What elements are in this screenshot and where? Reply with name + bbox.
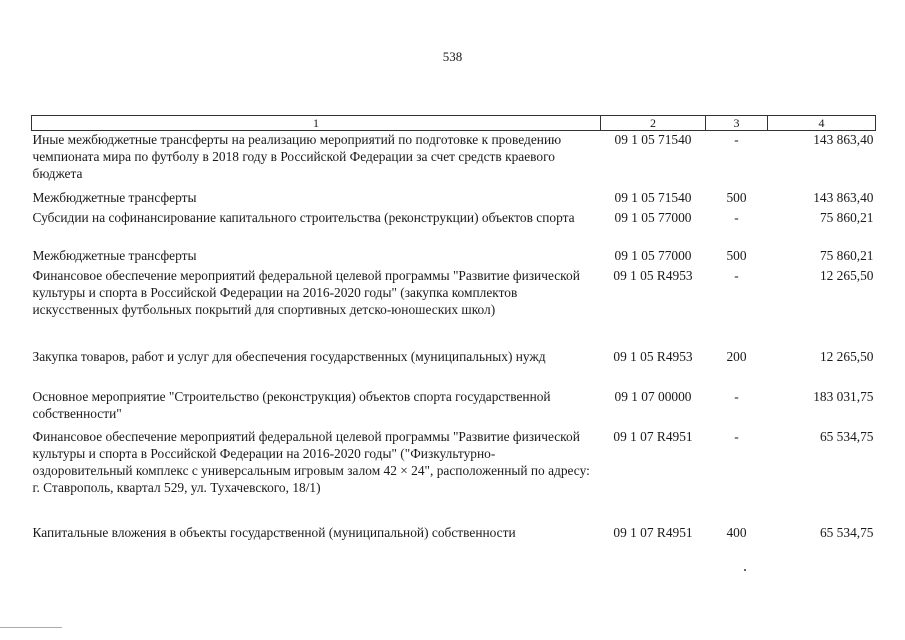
row-amount: 75 860,21 — [819, 209, 874, 225]
header-col-3: 3 — [706, 116, 768, 131]
row-code: 09 1 05 77000 — [614, 247, 692, 263]
row-type: 500 — [726, 247, 747, 263]
row-code: 09 1 05 71540 — [614, 189, 692, 205]
header-col-2: 2 — [601, 116, 706, 131]
table-row — [32, 247, 876, 267]
row-name: Основное мероприятие "Строительство (реконструкция) объектов спорта государственной собственности" — [32, 388, 551, 421]
table-header-row — [32, 116, 876, 131]
row-code: 09 1 05 71540 — [614, 132, 692, 147]
row-code: 09 1 05 R4953 — [613, 267, 693, 283]
row-code: 09 1 05 R4953 — [613, 348, 693, 364]
row-amount: 12 265,50 — [819, 267, 874, 283]
table-row — [32, 267, 876, 348]
table-row — [32, 524, 876, 544]
table-row — [32, 189, 876, 209]
row-amount: 65 534,75 — [819, 428, 874, 444]
row-amount: 183 031,75 — [813, 388, 874, 404]
page-number: 538 — [442, 49, 463, 64]
row-amount: 143 863,40 — [813, 189, 874, 205]
row-amount: 143 863,40 — [813, 132, 874, 147]
row-amount: 75 860,21 — [819, 247, 874, 263]
table-row — [32, 209, 876, 247]
scan-speck — [744, 569, 746, 571]
row-code: 09 1 07 00000 — [614, 388, 692, 404]
header-col-4: 4 — [768, 116, 876, 131]
row-code: 09 1 07 R4951 — [613, 524, 693, 540]
row-name: Финансовое обеспечение мероприятий федеральной целевой программы "Развитие физической культуры и спорта в Российской Федерации на 2016-2020 годы" (закупка комплектов искусственных футбольных покрытий для спортивных детско-юношеских школ) — [32, 267, 580, 317]
row-type: - — [734, 267, 739, 283]
row-name: Закупка товаров, работ и услуг для обеспечения государственных (муниципальных) нужд — [32, 348, 546, 364]
table-row — [32, 131, 876, 189]
scan-speck — [0, 627, 62, 628]
row-type: - — [734, 388, 739, 404]
row-amount: 65 534,75 — [819, 524, 874, 540]
row-name: Финансовое обеспечение мероприятий федеральной целевой программы "Развитие физической культуры и спорта в Российской Федерации на 2016-2020 годы" ("Физкультурно-оздоровительный комплекс с универсальным игровым залом 42 × 24", расположенный по адресу: г. Ставрополь, квартал 529, ул. Тухачевского, 18/1) — [32, 428, 590, 495]
row-type: - — [734, 132, 739, 147]
budget-table — [31, 115, 876, 544]
row-type: - — [734, 209, 739, 225]
table-row — [32, 388, 876, 428]
row-amount: 12 265,50 — [819, 348, 874, 364]
header-col-1: 1 — [32, 116, 601, 131]
row-name: Иные межбюджетные трансферты на реализацию мероприятий по подготовке к проведению чемпионата мира по футболу в 2018 году в Российской Федерации за счет средств краевого бюджета — [32, 132, 562, 181]
table-row — [32, 348, 876, 388]
row-type: 200 — [726, 348, 747, 364]
row-type: - — [734, 428, 739, 444]
row-code: 09 1 05 77000 — [614, 209, 692, 225]
row-name: Капитальные вложения в объекты государственной (муниципальной) собственности — [32, 524, 516, 540]
row-code: 09 1 07 R4951 — [613, 428, 693, 444]
table-row — [32, 428, 876, 524]
row-name: Межбюджетные трансферты — [32, 247, 197, 263]
row-name: Межбюджетные трансферты — [32, 189, 197, 205]
row-name: Субсидии на софинансирование капитального строительства (реконструкции) объектов спорта — [32, 209, 575, 225]
row-type: 500 — [726, 189, 747, 205]
row-type: 400 — [726, 524, 747, 540]
